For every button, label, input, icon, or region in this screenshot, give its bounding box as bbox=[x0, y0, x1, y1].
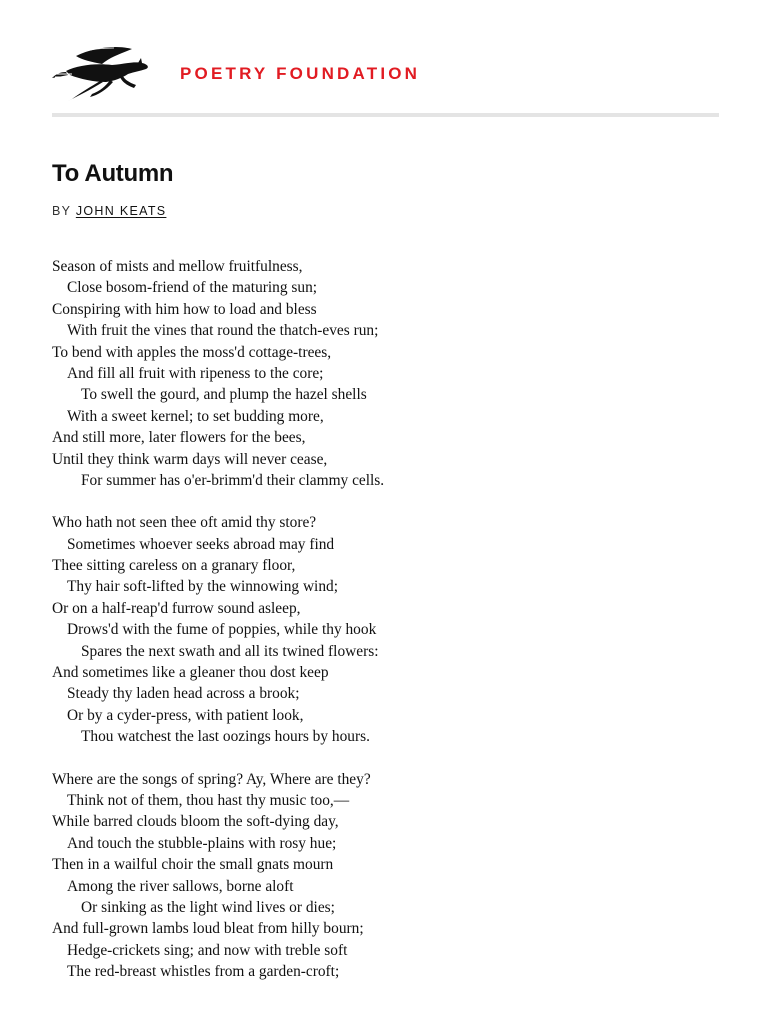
stanza-break bbox=[52, 748, 752, 769]
author-link[interactable]: JOHN KEATS bbox=[75, 204, 167, 218]
byline bbox=[52, 204, 166, 218]
poem-line: For summer has o'er-brimm'd their clammy cells. bbox=[81, 471, 385, 489]
poem-line: Season of mists and mellow fruitfulness, bbox=[52, 258, 303, 275]
poem-line: The red-breast whistles from a garden-croft; bbox=[67, 963, 340, 981]
poem-line: Or on a half-reap'd furrow sound asleep, bbox=[52, 599, 301, 617]
poem-line: Until they think warm days will never cease, bbox=[52, 450, 328, 468]
poem-line: And sometimes like a gleaner thou dost keep bbox=[52, 664, 329, 682]
pegasus-logo-icon[interactable] bbox=[52, 44, 152, 102]
poem-line: Spares the next swath and all its twined flowers: bbox=[81, 642, 379, 660]
brand-name[interactable]: POETRY FOUNDATION bbox=[180, 64, 421, 83]
site-header bbox=[52, 44, 719, 104]
poem-line: Hedge-crickets sing; and now with treble soft bbox=[67, 941, 348, 959]
poem-line: And fill all fruit with ripeness to the core; bbox=[67, 364, 324, 382]
poem-line: Among the river sallows, borne aloft bbox=[67, 877, 294, 895]
poem-line: While barred clouds bloom the soft-dying day, bbox=[52, 813, 339, 831]
poem-line: To swell the gourd, and plump the hazel shells bbox=[81, 386, 367, 404]
poem-line: Thy hair soft-lifted by the winnowing wind; bbox=[67, 578, 339, 596]
stanza-break bbox=[52, 491, 752, 512]
poem-line: Thee sitting careless on a granary floor, bbox=[52, 557, 296, 575]
poem-line: Then in a wailful choir the small gnats mourn bbox=[52, 856, 334, 874]
stanza bbox=[52, 512, 752, 747]
poem-line: Who hath not seen thee oft amid thy store? bbox=[52, 514, 317, 532]
poem-line: With fruit the vines that round the thatch-eves run; bbox=[67, 322, 379, 340]
poem-line: Or sinking as the light wind lives or dies; bbox=[81, 898, 335, 916]
poem-line: Sometimes whoever seeks abroad may find bbox=[67, 535, 335, 553]
poem-line: Where are the songs of spring? Ay, Where are they? bbox=[52, 770, 371, 788]
poem-line: Think not of them, thou hast thy music too,— bbox=[67, 791, 350, 809]
poem-line: With a sweet kernel; to set budding more, bbox=[67, 407, 324, 425]
poem-line: Thou watchest the last oozings hours by hours. bbox=[81, 728, 370, 746]
poem-line: Close bosom-friend of the maturing sun; bbox=[67, 279, 318, 297]
poem-line: To bend with apples the moss'd cottage-trees, bbox=[52, 343, 332, 361]
stanza bbox=[52, 769, 752, 983]
poem-title: To Autumn bbox=[52, 160, 174, 187]
poem-line: And full-grown lambs loud bleat from hilly bourn; bbox=[52, 920, 364, 938]
poem-line: Or by a cyder-press, with patient look, bbox=[67, 706, 304, 724]
poem-line: And still more, later flowers for the bees, bbox=[52, 429, 306, 447]
poem-line: And touch the stubble-plains with rosy hue; bbox=[67, 834, 337, 852]
stanza bbox=[52, 256, 752, 491]
poem-line: Conspiring with him how to load and bless bbox=[52, 300, 317, 318]
poem-body bbox=[52, 256, 752, 983]
by-label: BY bbox=[52, 204, 72, 218]
header-divider bbox=[52, 113, 719, 117]
poem-line: Drows'd with the fume of poppies, while thy hook bbox=[67, 621, 377, 639]
poem-line: Steady thy laden head across a brook; bbox=[67, 685, 300, 703]
